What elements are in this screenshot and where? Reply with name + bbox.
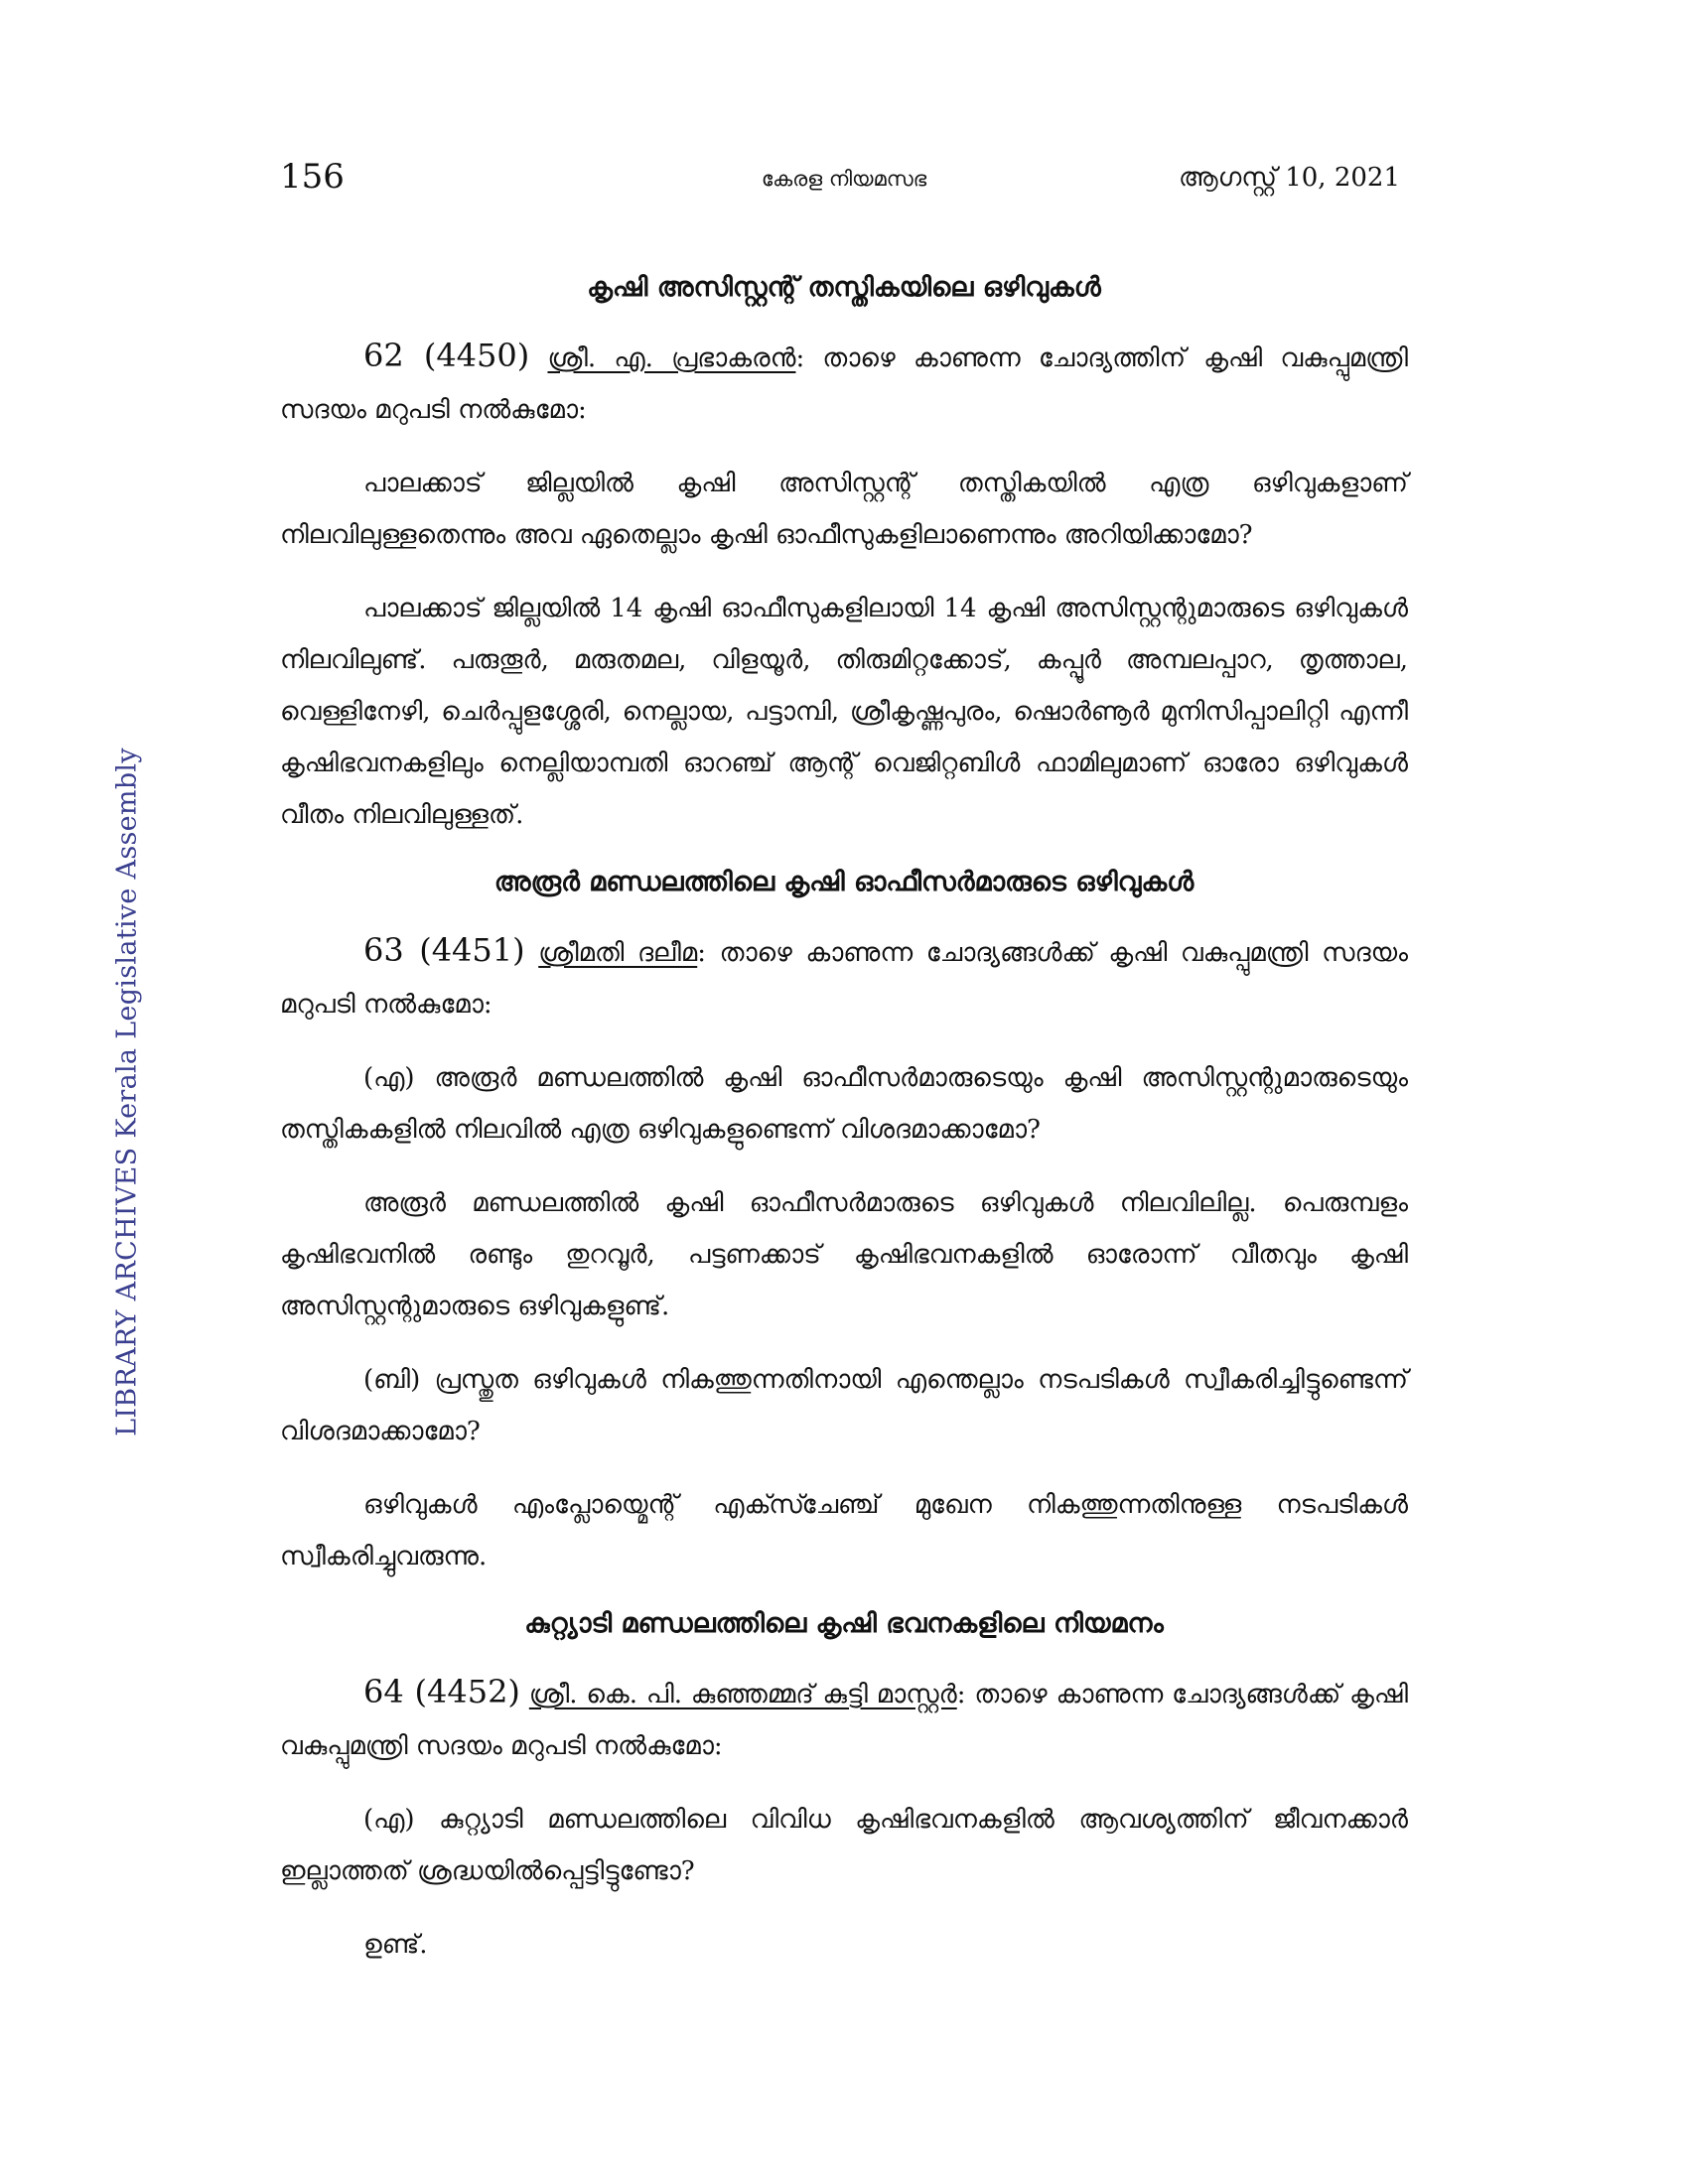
question-number: 64 (4452) [363, 1673, 520, 1710]
watermark-text: LIBRARY ARCHIVES Kerala Legislative Assembly [111, 748, 143, 1436]
question-text: (എ) കുറ്റ്യാടി മണ്ഡലത്തിലെ വിവിധ കൃഷിഭവനകളിൽ ആവശ്യത്തിന് ജീവനക്കാർ ഇല്ലാത്തത് ശ്രദ്ധയിൽപ്പെട്ടിട്ടുണ്ടോ? [280, 1805, 1408, 1886]
answer-text: പാലക്കാട് ജില്ലയിൽ 14 കൃഷി ഓഫീസുകളിലായി 14 കൃഷി അസിസ്റ്റന്റുമാരുടെ ഒഴിവുകൾ നിലവിലുണ്ട്. പരുതൂർ, മരുതമല, വിളയൂർ, തിരുമിറ്റക്കോട്, കപ്പൂർ അമ്പലപ്പാറ, തൃത്താല, വെള്ളിനേഴി, ചെർപ്പുളശ്ശേരി, നെല്ലായ, പട്ടാമ്പി, ശ്രീകൃഷ്ണപുരം, ഷൊർണൂർ മുനിസിപ്പാലിറ്റി എന്നീ കൃഷിഭവനകളിലും നെല്ലിയാമ്പതി ഓറഞ്ച് ആന്റ് വെജിറ്റബിൾ ഫാമിലുമാണ് ഓരോ ഒഴിവുകൾ വീതം നിലവിലുള്ളത്. [280, 594, 1408, 830]
document-body [280, 268, 1408, 1992]
member-name: ശ്രീ. എ. പ്രഭാകരൻ [547, 343, 796, 373]
question-text: (ബി) പ്രസ്തുത ഒഴിവുകൾ നികത്തുന്നതിനായി എന്തെല്ലാം നടപടികൾ സ്വീകരിച്ചിട്ടുണ്ടെന്ന് വിശദമാക്കാമോ? [280, 1365, 1408, 1446]
question-intro-text: : താഴെ കാണുന്ന ചോദ്യങ്ങൾക്ക് കൃഷി വകുപ്പുമന്ത്രി സദയം മറുപടി നൽകുമോ: [280, 1680, 1409, 1761]
question-intro [280, 924, 1408, 1030]
answer-text: ഒഴിവുകൾ എംപ്ലോയ്മെന്റ് എക്സ്ചേഞ്ച് മുഖേന നികത്തുന്നതിനുള്ള നടപടികൾ സ്വീകരിച്ചുവരുന്നു. [280, 1490, 1408, 1571]
question-intro-text: : താഴെ കാണുന്ന ചോദ്യത്തിന് കൃഷി വകുപ്പുമന്ത്രി സദയം മറുപടി നൽകുമോ: [280, 343, 1409, 425]
section-heading: അരൂർ മണ്ഡലത്തിലെ കൃഷി ഓഫീസർമാരുടെ ഒഴിവുകൾ [493, 867, 1195, 897]
question-number: 63 (4451) [363, 931, 525, 969]
running-title: കേരള നിയമസഭ [761, 167, 927, 191]
question-text: പാലക്കാട് ജില്ലയിൽ കൃഷി അസിസ്റ്റന്റ് തസ്തികയിൽ എത്ര ഒഴിവുകളാണ് നിലവിലുള്ളതെന്നും അവ ഏതെല്ലാം കൃഷി ഓഫീസുകളിലാണെന്നും അറിയിക്കാമോ? [280, 469, 1408, 550]
question-number: 62 (4450) [363, 337, 530, 374]
page-number: 156 [280, 157, 345, 197]
question-intro-text: : താഴെ കാണുന്ന ചോദ്യങ്ങൾക്ക് കൃഷി വകുപ്പുമന്ത്രി സദയം മറുപടി നൽകുമോ: [280, 938, 1409, 1020]
section-heading: കുറ്റ്യാടി മണ്ഡലത്തിലെ കൃഷി ഭവനകളിലെ നിയമനം [524, 1608, 1164, 1639]
member-name: ശ്രീമതി ദലീമ [538, 938, 698, 968]
question-intro [280, 330, 1408, 436]
answer-text: അരൂർ മണ്ഡലത്തിൽ കൃഷി ഓഫീസർമാരുടെ ഒഴിവുകൾ നിലവിലില്ല. പെരുമ്പളം കൃഷിഭവനിൽ രണ്ടും തുറവൂർ, പട്ടണക്കാട് കൃഷിഭവനകളിൽ ഓരോന്ന് വീതവും കൃഷി അസിസ്റ്റന്റുമാരുടെ ഒഴിവുകളുണ്ട്. [280, 1188, 1408, 1321]
answer-text: ഉണ്ട്. [363, 1930, 428, 1960]
page-date: ആഗസ്റ്റ് 10, 2021 [1179, 163, 1400, 193]
section-heading: കൃഷി അസിസ്റ്റന്റ് തസ്തികയിലെ ഒഴിവുകൾ [587, 272, 1101, 303]
question-intro [280, 1666, 1408, 1772]
member-name: ശ്രീ. കെ. പി. കുഞ്ഞമ്മദ് കുട്ടി മാസ്റ്റർ [528, 1680, 957, 1709]
question-text: (എ) അരൂർ മണ്ഡലത്തിൽ കൃഷി ഓഫീസർമാരുടെയും കൃഷി അസിസ്റ്റന്റുമാരുടെയും തസ്തികകളിൽ നിലവിൽ എത്ര ഒഴിവുകളുണ്ടെന്ന് വിശദമാക്കാമോ? [280, 1063, 1408, 1145]
